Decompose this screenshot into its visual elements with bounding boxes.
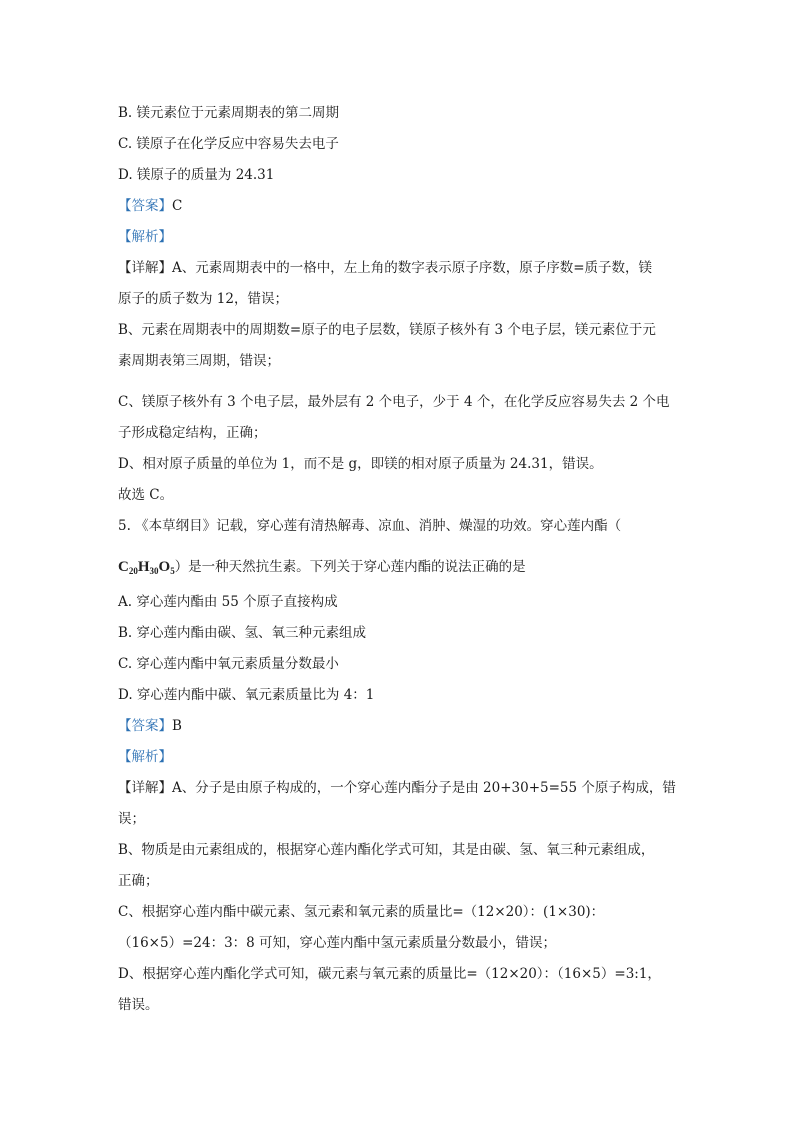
answer-tag: 【答案】	[118, 198, 172, 214]
q5-analysis-heading	[118, 747, 172, 767]
q5-option-d: D. 穿心莲内酯中碳、氧元素质量比为 4：1	[118, 687, 375, 703]
q4-conclusion: 故选 C。	[118, 487, 174, 503]
q5-answer	[118, 716, 182, 736]
q5-detail-a-line2: 误；	[118, 811, 145, 827]
q4-detail-c-line1: C、镁原子核外有 3 个电子层，最外层有 2 个电子，少于 4 个，在化学反应容易失去 2 个电	[118, 394, 670, 410]
formula-c-count: 20	[128, 566, 138, 576]
detail-tag: 【详解】	[118, 780, 172, 796]
detail-text: A、分子是由原子构成的，一个穿心莲内酯分子是由 20+30+5=55 个原子构成，错	[172, 780, 676, 796]
formula-h: H	[137, 559, 150, 575]
q5-detail-b-line1: B、物质是由元素组成的，根据穿心莲内酯化学式可知，其是由碳、氢、氧三种元素组成，	[118, 842, 655, 858]
q4-detail-b-line2: 素周期表第三周期，错误；	[118, 353, 280, 369]
answer-value: C	[172, 198, 183, 214]
q4-option-b: B. 镁元素位于元素周期表的第二周期	[118, 105, 340, 121]
q4-analysis-heading	[118, 227, 172, 247]
q5-option-c: C. 穿心莲内酯中氧元素质量分数最小	[118, 656, 339, 672]
q5-detail-c-line2: （16×5）=24：3：8 可知，穿心莲内酯中氢元素质量分数最小，错误；	[118, 935, 557, 951]
q5-detail-d-line1: D、根据穿心莲内酯化学式可知，碳元素与氧元素的质量比=（12×20）：（16×5）=3:1，	[118, 966, 661, 982]
q4-answer	[118, 196, 182, 216]
formula-o: O	[158, 559, 171, 575]
q5-option-a: A. 穿心莲内酯由 55 个原子直接构成	[118, 594, 338, 610]
analysis-tag: 【解析】	[118, 229, 172, 245]
detail-text: A、元素周期表中的一格中，左上角的数字表示原子序数，原子序数=质子数，镁	[172, 260, 653, 276]
q4-detail-c-line2: 子形成稳定结构，正确；	[118, 425, 267, 441]
q5-detail-a-line1	[118, 778, 676, 798]
q4-option-d: D. 镁原子的质量为 24.31	[118, 167, 275, 183]
q4-detail-b-line1: B、元素在周期表中的周期数=原子的电子层数，镁原子核外有 3 个电子层，镁元素位于元	[118, 322, 656, 338]
q4-detail-d-line1: D、相对原子质量的单位为 1，而不是 g，即镁的相对原子质量为 24.31，错误。	[118, 456, 603, 472]
q4-option-c: C. 镁原子在化学反应中容易失去电子	[118, 136, 339, 152]
q5-detail-d-line2: 错误。	[118, 997, 159, 1013]
answer-value: B	[172, 718, 182, 734]
chemical-formula	[118, 559, 175, 575]
q5-detail-c-line1: C、根据穿心莲内酯中碳元素、氢元素和氧元素的质量比=（12×20）：(1×30)：	[118, 904, 605, 920]
q5-stem-line1: 5. 《本草纲目》记载，穿心莲有清热解毒、凉血、消肿、燥湿的功效。穿心莲内酯（	[118, 518, 622, 534]
q4-detail-a-line2: 原子的质子数为 12，错误；	[118, 291, 288, 307]
q5-option-b: B. 穿心莲内酯由碳、氢、氧三种元素组成	[118, 625, 367, 641]
q5-detail-b-line2: 正确；	[118, 873, 159, 889]
detail-tag: 【详解】	[118, 260, 172, 276]
stem-text: ）是一种天然抗生素。下列关于穿心莲内酯的说法正确的是	[174, 559, 526, 575]
q5-stem-line2	[118, 557, 526, 581]
q4-detail-a-line1	[118, 258, 652, 278]
formula-h-count: 30	[149, 566, 159, 576]
formula-o-count: 5	[170, 566, 175, 576]
answer-tag: 【答案】	[118, 718, 172, 734]
formula-c: C	[118, 559, 129, 575]
analysis-tag: 【解析】	[118, 749, 172, 765]
